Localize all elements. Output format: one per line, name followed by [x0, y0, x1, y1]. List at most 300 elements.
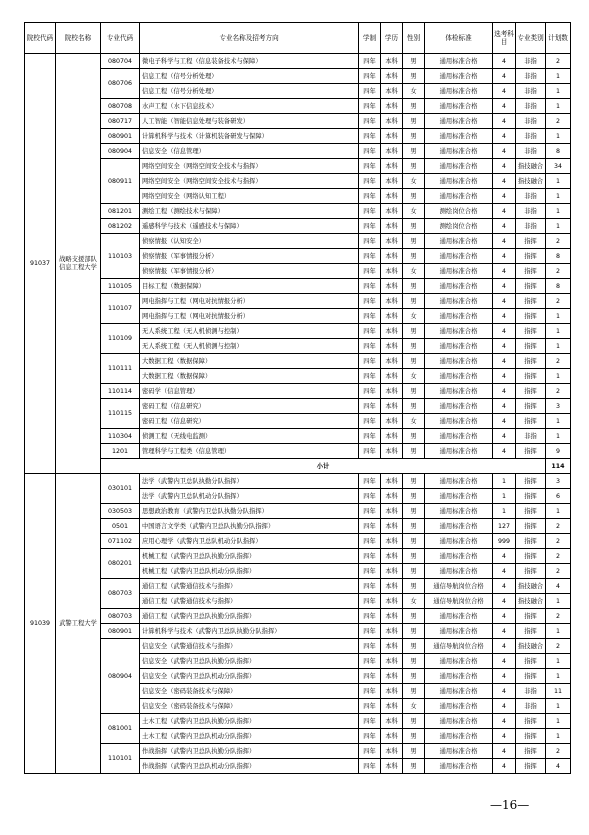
cell-gender: 男: [403, 534, 425, 549]
cell-exam-subject: 1: [493, 504, 516, 519]
cell-major-name: 信息安全（武警通信技术与指挥）: [140, 639, 359, 654]
table-row: [25, 384, 571, 399]
cell-gender: 男: [403, 384, 425, 399]
cell-major-name: 水声工程（水下信息技术）: [140, 99, 359, 114]
cell-exam-subject: 4: [493, 444, 516, 459]
table-row: [25, 624, 571, 639]
cell-plan-count: 34: [546, 159, 571, 174]
cell-gender: 女: [403, 204, 425, 219]
cell-major-category: 指挥: [516, 384, 546, 399]
cell-duration: 四年: [359, 684, 381, 699]
cell-major-category: 指挥: [516, 264, 546, 279]
cell-plan-count: 1: [546, 189, 571, 204]
cell-major-name: 土木工程（武警内卫总队机动分队指挥）: [140, 729, 359, 744]
cell-plan-count: 3: [546, 399, 571, 414]
cell-plan-count: 3: [546, 474, 571, 489]
cell-gender: 男: [403, 624, 425, 639]
cell-plan-count: 1: [546, 129, 571, 144]
cell-major-code: 080901: [101, 129, 140, 144]
cell-plan-count: 1: [546, 654, 571, 669]
cell-major-category: 指挥: [516, 729, 546, 744]
cell-exam-subject: 999: [493, 534, 516, 549]
cell-gender: 男: [403, 714, 425, 729]
cell-exam-subject: 4: [493, 294, 516, 309]
cell-degree: 本科: [381, 174, 403, 189]
cell-major-name: 法学（武警内卫总队执勤分队指挥）: [140, 474, 359, 489]
cell-duration: 四年: [359, 594, 381, 609]
cell-degree: 本科: [381, 354, 403, 369]
cell-gender: 男: [403, 294, 425, 309]
cell-physical-standard: 通用标准合格: [425, 84, 493, 99]
cell-physical-standard: 通用标准合格: [425, 54, 493, 69]
cell-duration: 四年: [359, 534, 381, 549]
cell-major-name: 思想政治教育（武警内卫总队执勤分队指挥）: [140, 504, 359, 519]
cell-duration: 四年: [359, 729, 381, 744]
cell-degree: 本科: [381, 339, 403, 354]
cell-major-category: 指挥: [516, 234, 546, 249]
cell-exam-subject: 4: [493, 684, 516, 699]
cell-physical-standard: 测绘岗位合格: [425, 219, 493, 234]
cell-major-category: 指挥: [516, 294, 546, 309]
cell-physical-standard: 通用标准合格: [425, 234, 493, 249]
cell-plan-count: 1: [546, 669, 571, 684]
cell-gender: 男: [403, 339, 425, 354]
cell-exam-subject: 4: [493, 249, 516, 264]
cell-degree: 本科: [381, 399, 403, 414]
subtotal-label: 小计: [101, 459, 546, 474]
cell-degree: 本科: [381, 744, 403, 759]
table-body: [25, 54, 571, 774]
table-row: [25, 144, 571, 159]
cell-major-name: 通信工程（武警内卫总队执勤分队指挥）: [140, 609, 359, 624]
cell-physical-standard: 通用标准合格: [425, 654, 493, 669]
cell-duration: 四年: [359, 54, 381, 69]
table-row: [25, 219, 571, 234]
cell-major-code: 080703: [101, 609, 140, 624]
subtotal-row: [25, 459, 571, 474]
cell-major-name: 机械工程（武警内卫总队机动分队指挥）: [140, 564, 359, 579]
cell-major-name: 无人系统工程（无人机侦测与控制）: [140, 339, 359, 354]
cell-gender: 男: [403, 759, 425, 774]
cell-plan-count: 8: [546, 279, 571, 294]
cell-major-code: 080901: [101, 624, 140, 639]
table-row: [25, 549, 571, 564]
header-degree: 学历: [381, 23, 403, 54]
cell-degree: 本科: [381, 114, 403, 129]
table-row: [25, 54, 571, 69]
cell-exam-subject: 4: [493, 759, 516, 774]
cell-degree: 本科: [381, 639, 403, 654]
cell-major-code: 110103: [101, 234, 140, 279]
cell-duration: 四年: [359, 354, 381, 369]
table-row: [25, 444, 571, 459]
cell-major-category: 指挥: [516, 339, 546, 354]
cell-gender: 男: [403, 654, 425, 669]
cell-major-name: 网络空间安全（网络空间安全技术与指挥）: [140, 174, 359, 189]
cell-major-name: 侦察情报（军事情报分析）: [140, 249, 359, 264]
cell-major-name: 大数据工程（数据保障）: [140, 354, 359, 369]
cell-duration: 四年: [359, 369, 381, 384]
cell-degree: 本科: [381, 369, 403, 384]
cell-major-code: 110111: [101, 354, 140, 384]
cell-major-category: 指挥: [516, 669, 546, 684]
cell-major-name: 通信工程（武警通信技术与指挥）: [140, 579, 359, 594]
cell-plan-count: 2: [546, 384, 571, 399]
cell-major-code: 080703: [101, 579, 140, 609]
cell-plan-count: 4: [546, 579, 571, 594]
cell-major-code: 110101: [101, 744, 140, 774]
cell-degree: 本科: [381, 69, 403, 84]
cell-physical-standard: 通用标准合格: [425, 624, 493, 639]
cell-plan-count: 1: [546, 714, 571, 729]
cell-gender: 男: [403, 609, 425, 624]
cell-degree: 本科: [381, 714, 403, 729]
cell-duration: 四年: [359, 639, 381, 654]
cell-gender: 男: [403, 489, 425, 504]
cell-degree: 本科: [381, 624, 403, 639]
cell-degree: 本科: [381, 384, 403, 399]
cell-physical-standard: 通用标准合格: [425, 369, 493, 384]
cell-duration: 四年: [359, 84, 381, 99]
cell-exam-subject: 4: [493, 609, 516, 624]
cell-duration: 四年: [359, 384, 381, 399]
table-row: [25, 399, 571, 414]
cell-physical-standard: 通用标准合格: [425, 309, 493, 324]
header-plan-count: 计划数: [546, 23, 571, 54]
cell-major-code: 110105: [101, 279, 140, 294]
cell-gender: 男: [403, 549, 425, 564]
school-name: 战略支援部队信息工程大学: [56, 54, 101, 474]
cell-duration: 四年: [359, 444, 381, 459]
cell-physical-standard: 测绘岗位合格: [425, 204, 493, 219]
cell-gender: 男: [403, 639, 425, 654]
table-row: [25, 519, 571, 534]
cell-gender: 男: [403, 669, 425, 684]
cell-duration: 四年: [359, 399, 381, 414]
cell-duration: 四年: [359, 174, 381, 189]
cell-plan-count: 8: [546, 249, 571, 264]
cell-exam-subject: 1: [493, 489, 516, 504]
cell-degree: 本科: [381, 324, 403, 339]
cell-plan-count: 9: [546, 444, 571, 459]
cell-major-name: 通信工程（武警通信技术与指挥）: [140, 594, 359, 609]
cell-major-name: 信息安全（信息管理）: [140, 144, 359, 159]
cell-major-name: 信息安全（密码装备技术与保障）: [140, 684, 359, 699]
table-row: [25, 534, 571, 549]
cell-gender: 男: [403, 219, 425, 234]
cell-duration: 四年: [359, 294, 381, 309]
cell-duration: 四年: [359, 699, 381, 714]
cell-duration: 四年: [359, 474, 381, 489]
cell-major-name: 无人系统工程（无人机侦测与控制）: [140, 324, 359, 339]
cell-duration: 四年: [359, 744, 381, 759]
table-row: [25, 114, 571, 129]
cell-physical-standard: 通用标准合格: [425, 534, 493, 549]
cell-exam-subject: 4: [493, 54, 516, 69]
cell-plan-count: 1: [546, 69, 571, 84]
cell-major-name: 侦察情报（认知安全）: [140, 234, 359, 249]
cell-duration: 四年: [359, 564, 381, 579]
cell-major-name: 测绘工程（测绘技术与保障）: [140, 204, 359, 219]
cell-degree: 本科: [381, 444, 403, 459]
table-row: [25, 279, 571, 294]
cell-major-category: 指挥: [516, 534, 546, 549]
cell-duration: 四年: [359, 654, 381, 669]
cell-major-code: 080717: [101, 114, 140, 129]
cell-major-name: 微电子科学与工程（信息装备技术与保障）: [140, 54, 359, 69]
cell-gender: 男: [403, 69, 425, 84]
cell-degree: 本科: [381, 594, 403, 609]
cell-physical-standard: 通用标准合格: [425, 399, 493, 414]
cell-major-code: 080904: [101, 144, 140, 159]
cell-duration: 四年: [359, 219, 381, 234]
cell-degree: 本科: [381, 579, 403, 594]
cell-physical-standard: 通用标准合格: [425, 294, 493, 309]
cell-major-name: 土木工程（武警内卫总队执勤分队指挥）: [140, 714, 359, 729]
cell-major-category: 指挥: [516, 399, 546, 414]
header-school-name: 院校名称: [56, 23, 101, 54]
cell-physical-standard: 通用标准合格: [425, 429, 493, 444]
cell-plan-count: 6: [546, 489, 571, 504]
cell-physical-standard: 通用标准合格: [425, 489, 493, 504]
cell-duration: 四年: [359, 129, 381, 144]
cell-major-name: 网络空间安全（网络认知工程）: [140, 189, 359, 204]
cell-exam-subject: 4: [493, 339, 516, 354]
cell-gender: 男: [403, 474, 425, 489]
cell-duration: 四年: [359, 324, 381, 339]
table-header: [25, 23, 571, 54]
cell-physical-standard: 通用标准合格: [425, 144, 493, 159]
cell-major-code: 081202: [101, 219, 140, 234]
cell-gender: 男: [403, 114, 425, 129]
cell-physical-standard: 通用标准合格: [425, 69, 493, 84]
cell-plan-count: 1: [546, 324, 571, 339]
cell-physical-standard: 通用标准合格: [425, 99, 493, 114]
cell-major-category: 非指: [516, 204, 546, 219]
cell-physical-standard: 通用标准合格: [425, 504, 493, 519]
cell-degree: 本科: [381, 219, 403, 234]
cell-major-category: 非指: [516, 144, 546, 159]
cell-degree: 本科: [381, 189, 403, 204]
cell-plan-count: 4: [546, 759, 571, 774]
subtotal-value: 114: [546, 459, 571, 474]
cell-duration: 四年: [359, 414, 381, 429]
cell-duration: 四年: [359, 249, 381, 264]
cell-plan-count: 2: [546, 639, 571, 654]
cell-major-category: 指挥: [516, 444, 546, 459]
cell-physical-standard: 通用标准合格: [425, 174, 493, 189]
cell-duration: 四年: [359, 189, 381, 204]
cell-exam-subject: 4: [493, 744, 516, 759]
cell-major-name: 目标工程（数据保障）: [140, 279, 359, 294]
table-row: [25, 579, 571, 594]
cell-degree: 本科: [381, 144, 403, 159]
cell-major-category: 指挥: [516, 519, 546, 534]
cell-gender: 男: [403, 324, 425, 339]
cell-duration: 四年: [359, 579, 381, 594]
cell-major-category: 非指: [516, 219, 546, 234]
cell-major-category: 非指: [516, 429, 546, 444]
cell-major-category: 指挥: [516, 654, 546, 669]
cell-gender: 男: [403, 684, 425, 699]
cell-major-name: 应用心理学（武警内卫总队机动分队指挥）: [140, 534, 359, 549]
table-row: [25, 354, 571, 369]
cell-exam-subject: 4: [493, 84, 516, 99]
cell-major-category: 指挥: [516, 369, 546, 384]
admission-plan-table: [24, 22, 571, 774]
cell-duration: 四年: [359, 609, 381, 624]
table-row: [25, 714, 571, 729]
cell-physical-standard: 通用标准合格: [425, 279, 493, 294]
cell-exam-subject: 4: [493, 384, 516, 399]
cell-major-code: 030503: [101, 504, 140, 519]
cell-major-category: 指挥: [516, 624, 546, 639]
cell-plan-count: 1: [546, 369, 571, 384]
cell-physical-standard: 通用标准合格: [425, 354, 493, 369]
cell-gender: 男: [403, 189, 425, 204]
cell-degree: 本科: [381, 699, 403, 714]
table-row: [25, 204, 571, 219]
cell-plan-count: 1: [546, 414, 571, 429]
cell-major-category: 指挥: [516, 279, 546, 294]
cell-plan-count: 2: [546, 294, 571, 309]
cell-degree: 本科: [381, 759, 403, 774]
cell-major-code: 080708: [101, 99, 140, 114]
cell-gender: 男: [403, 729, 425, 744]
cell-degree: 本科: [381, 234, 403, 249]
cell-exam-subject: 4: [493, 594, 516, 609]
table-row: [25, 69, 571, 84]
cell-plan-count: 1: [546, 504, 571, 519]
cell-duration: 四年: [359, 669, 381, 684]
cell-exam-subject: 4: [493, 204, 516, 219]
header-school-code: 院校代码: [25, 23, 56, 54]
cell-degree: 本科: [381, 264, 403, 279]
cell-major-name: 人工智能（智能信息处理与装备研发）: [140, 114, 359, 129]
cell-degree: 本科: [381, 84, 403, 99]
cell-major-category: 指技融合: [516, 594, 546, 609]
cell-major-name: 大数据工程（数据保障）: [140, 369, 359, 384]
cell-major-category: 指挥: [516, 564, 546, 579]
cell-gender: 男: [403, 504, 425, 519]
cell-major-category: 非指: [516, 84, 546, 99]
table-row: [25, 744, 571, 759]
school-name: 武警工程大学: [56, 474, 101, 774]
cell-major-category: 指技融合: [516, 579, 546, 594]
cell-duration: 四年: [359, 69, 381, 84]
cell-major-code: 080706: [101, 69, 140, 99]
cell-duration: 四年: [359, 144, 381, 159]
cell-gender: 男: [403, 99, 425, 114]
cell-major-category: 指挥: [516, 414, 546, 429]
cell-major-code: 110114: [101, 384, 140, 399]
cell-major-category: 非指: [516, 69, 546, 84]
cell-physical-standard: 通用标准合格: [425, 264, 493, 279]
cell-major-code: 110115: [101, 399, 140, 429]
cell-major-category: 指挥: [516, 504, 546, 519]
cell-major-category: 指挥: [516, 549, 546, 564]
cell-plan-count: 1: [546, 174, 571, 189]
cell-major-category: 指技融合: [516, 174, 546, 189]
cell-duration: 四年: [359, 714, 381, 729]
cell-physical-standard: 通用标准合格: [425, 129, 493, 144]
cell-gender: 男: [403, 564, 425, 579]
cell-plan-count: 1: [546, 339, 571, 354]
cell-plan-count: 1: [546, 429, 571, 444]
cell-major-category: 非指: [516, 189, 546, 204]
cell-major-name: 信息工程（信号分析处理）: [140, 84, 359, 99]
cell-exam-subject: 4: [493, 69, 516, 84]
cell-major-category: 指技融合: [516, 639, 546, 654]
cell-physical-standard: 通用标准合格: [425, 159, 493, 174]
cell-major-code: 080704: [101, 54, 140, 69]
cell-physical-standard: 通用标准合格: [425, 189, 493, 204]
cell-major-name: 法学（武警内卫总队机动分队指挥）: [140, 489, 359, 504]
cell-duration: 四年: [359, 114, 381, 129]
cell-gender: 男: [403, 249, 425, 264]
cell-duration: 四年: [359, 759, 381, 774]
table-row: [25, 129, 571, 144]
cell-gender: 女: [403, 309, 425, 324]
cell-gender: 男: [403, 744, 425, 759]
cell-exam-subject: 4: [493, 729, 516, 744]
cell-physical-standard: 通用标准合格: [425, 759, 493, 774]
cell-major-category: 指挥: [516, 354, 546, 369]
cell-major-category: 非指: [516, 114, 546, 129]
cell-major-name: 信息安全（密码装备技术与保障）: [140, 699, 359, 714]
cell-gender: 男: [403, 279, 425, 294]
cell-physical-standard: 通用标准合格: [425, 444, 493, 459]
cell-major-code: 080911: [101, 159, 140, 204]
cell-plan-count: 2: [546, 609, 571, 624]
cell-gender: 男: [403, 234, 425, 249]
cell-major-name: 中国语言文学类（武警内卫总队执勤分队指挥）: [140, 519, 359, 534]
cell-major-category: 非指: [516, 699, 546, 714]
cell-degree: 本科: [381, 729, 403, 744]
cell-plan-count: 2: [546, 354, 571, 369]
cell-degree: 本科: [381, 279, 403, 294]
cell-exam-subject: 4: [493, 159, 516, 174]
table-row: [25, 159, 571, 174]
cell-plan-count: 1: [546, 624, 571, 639]
cell-plan-count: 1: [546, 219, 571, 234]
cell-duration: 四年: [359, 549, 381, 564]
cell-gender: 男: [403, 159, 425, 174]
cell-plan-count: 11: [546, 684, 571, 699]
cell-major-code: 0501: [101, 519, 140, 534]
cell-duration: 四年: [359, 489, 381, 504]
cell-gender: 女: [403, 174, 425, 189]
cell-plan-count: 1: [546, 84, 571, 99]
cell-duration: 四年: [359, 624, 381, 639]
cell-major-code: 110107: [101, 294, 140, 324]
cell-major-category: 指挥: [516, 744, 546, 759]
table-row: [25, 234, 571, 249]
cell-major-code: 1201: [101, 444, 140, 459]
cell-gender: 男: [403, 444, 425, 459]
cell-plan-count: 1: [546, 204, 571, 219]
cell-duration: 四年: [359, 429, 381, 444]
cell-duration: 四年: [359, 339, 381, 354]
cell-gender: 男: [403, 429, 425, 444]
cell-major-name: 网电指挥与工程（网电对抗情报分析）: [140, 309, 359, 324]
cell-plan-count: 2: [546, 534, 571, 549]
cell-degree: 本科: [381, 429, 403, 444]
cell-physical-standard: 通用标准合格: [425, 684, 493, 699]
cell-exam-subject: 4: [493, 174, 516, 189]
cell-exam-subject: 127: [493, 519, 516, 534]
cell-major-code: 071102: [101, 534, 140, 549]
